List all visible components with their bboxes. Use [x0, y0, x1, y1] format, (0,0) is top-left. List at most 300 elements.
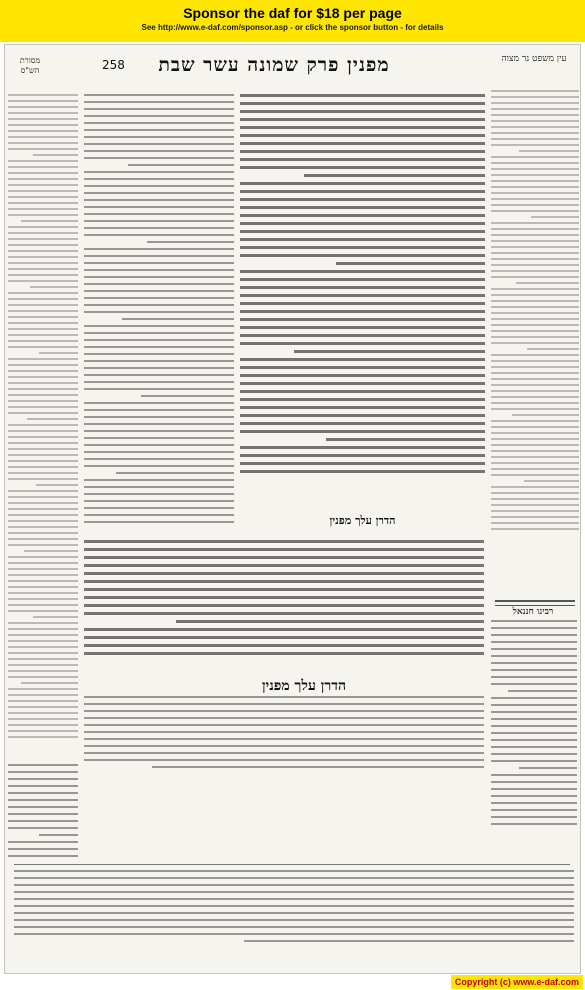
hadran-heading-small: הדרן עלך מפנין [329, 514, 396, 527]
text-line [491, 408, 579, 410]
text-line [240, 358, 485, 361]
text-line [8, 502, 78, 504]
text-line [84, 129, 234, 131]
text-line [491, 228, 579, 230]
text-line [240, 374, 485, 377]
text-line [8, 718, 78, 720]
text-line [8, 112, 78, 114]
text-line [84, 409, 234, 411]
commentary-column [84, 94, 234, 534]
text-line [8, 712, 78, 714]
text-line [84, 150, 234, 152]
text-line [240, 190, 485, 193]
text-line [8, 827, 78, 829]
text-line [491, 240, 579, 242]
text-line [491, 620, 577, 622]
text-line [240, 294, 485, 297]
text-lines [14, 870, 574, 942]
text-line [8, 562, 78, 564]
text-line [491, 384, 579, 386]
text-line [491, 306, 579, 308]
footer-commentary [14, 870, 574, 950]
text-line [84, 115, 234, 117]
text-line [21, 220, 78, 222]
text-line [491, 468, 579, 470]
text-line [8, 130, 78, 132]
text-lines [84, 540, 484, 655]
text-line [491, 474, 579, 476]
text-line [84, 101, 234, 103]
text-line [8, 148, 78, 150]
text-line [14, 912, 574, 914]
text-line [240, 406, 485, 409]
text-line [240, 302, 485, 305]
text-line [8, 100, 78, 102]
text-line [240, 310, 485, 313]
text-line [84, 710, 484, 712]
text-line [84, 374, 234, 376]
text-line [147, 241, 234, 243]
text-line [491, 288, 579, 290]
text-line [240, 270, 485, 273]
text-line [8, 622, 78, 624]
text-line [491, 168, 579, 170]
text-line [8, 364, 78, 366]
text-line [128, 164, 235, 166]
text-line [8, 232, 78, 234]
text-line [27, 418, 78, 420]
text-line [240, 382, 485, 385]
text-line [116, 472, 235, 474]
text-line [84, 234, 234, 236]
text-line [8, 568, 78, 570]
text-line [84, 353, 234, 355]
text-line [84, 493, 234, 495]
text-line [8, 118, 78, 120]
text-line [240, 94, 485, 97]
text-line [8, 292, 78, 294]
text-line [491, 774, 577, 776]
text-line [491, 342, 579, 344]
text-line [14, 884, 574, 886]
text-line [8, 250, 78, 252]
text-line [491, 354, 579, 356]
text-line [8, 268, 78, 270]
text-lines [240, 94, 485, 473]
text-line [240, 206, 485, 209]
text-line [240, 286, 485, 289]
text-line [8, 634, 78, 636]
text-line [240, 230, 485, 233]
text-line [304, 174, 485, 177]
text-line [240, 414, 485, 417]
text-line [240, 430, 485, 433]
text-line [491, 492, 579, 494]
text-lines [491, 90, 579, 530]
text-line [84, 192, 234, 194]
text-line [491, 132, 579, 134]
text-line [491, 753, 577, 755]
text-line [84, 297, 234, 299]
text-line [8, 736, 78, 738]
text-line [8, 676, 78, 678]
text-line [8, 172, 78, 174]
margin-commentary-left [8, 94, 78, 854]
text-line [84, 703, 484, 705]
text-line [240, 222, 485, 225]
text-line [491, 788, 577, 790]
text-line [84, 311, 234, 313]
text-line [8, 346, 78, 348]
text-line [8, 436, 78, 438]
text-line [84, 752, 484, 754]
text-line [141, 395, 234, 397]
text-line [240, 150, 485, 153]
text-line [491, 324, 579, 326]
text-line [491, 802, 577, 804]
text-line [8, 466, 78, 468]
text-line [491, 498, 579, 500]
text-line [84, 451, 234, 453]
text-line [84, 580, 484, 583]
text-line [491, 300, 579, 302]
text-line [84, 572, 484, 575]
text-line [491, 102, 579, 104]
text-line [491, 746, 577, 748]
text-line [84, 548, 484, 551]
text-line [14, 919, 574, 921]
text-line [84, 304, 234, 306]
text-line [84, 636, 484, 639]
text-line [8, 508, 78, 510]
text-line [508, 690, 577, 692]
text-line [8, 526, 78, 528]
text-line [491, 522, 579, 524]
text-line [8, 454, 78, 456]
text-line [84, 717, 484, 719]
text-line [491, 426, 579, 428]
text-line [14, 898, 574, 900]
text-line [491, 294, 579, 296]
text-line [491, 366, 579, 368]
text-line [491, 456, 579, 458]
text-line [491, 462, 579, 464]
text-line [8, 580, 78, 582]
text-line [491, 264, 579, 266]
text-line [326, 438, 485, 441]
text-line [491, 156, 579, 158]
text-line [491, 641, 577, 643]
commentary-wide [84, 696, 484, 776]
text-line [491, 402, 579, 404]
text-line [8, 628, 78, 630]
text-line [240, 278, 485, 281]
text-line [84, 108, 234, 110]
text-line [491, 648, 577, 650]
text-line [8, 496, 78, 498]
text-line [24, 550, 78, 552]
text-line [527, 348, 579, 350]
text-line [491, 669, 577, 671]
text-line [84, 628, 484, 631]
text-line [84, 339, 234, 341]
text-line [491, 312, 579, 314]
text-line [491, 318, 579, 320]
text-line [8, 178, 78, 180]
text-line [491, 204, 579, 206]
text-line [491, 180, 579, 182]
text-line [8, 520, 78, 522]
text-line [244, 940, 574, 942]
text-line [84, 171, 234, 173]
text-line [84, 332, 234, 334]
text-line [491, 162, 579, 164]
text-line [8, 841, 78, 843]
text-line [84, 458, 234, 460]
text-line [8, 394, 78, 396]
text-line [491, 718, 577, 720]
text-line [8, 514, 78, 516]
text-line [8, 256, 78, 258]
text-line [8, 238, 78, 240]
text-line [84, 143, 234, 145]
text-line [491, 330, 579, 332]
text-line [240, 366, 485, 369]
text-line [84, 416, 234, 418]
text-line [491, 634, 577, 636]
text-line [84, 185, 234, 187]
text-line [240, 390, 485, 393]
text-line [491, 510, 579, 512]
text-line [84, 486, 234, 488]
text-line [491, 516, 579, 518]
text-line [84, 276, 234, 278]
text-line [8, 771, 78, 773]
text-line [8, 142, 78, 144]
text-line [8, 813, 78, 815]
text-line [84, 724, 484, 726]
text-line [491, 795, 577, 797]
sponsor-banner[interactable] [0, 0, 585, 42]
text-line [84, 507, 234, 509]
text-line [8, 406, 78, 408]
text-line [491, 486, 579, 488]
text-line [8, 334, 78, 336]
sponsor-subtitle[interactable]: See http://www.e-daf.com/sponsor.asp - or click the sponsor button - for details [141, 23, 444, 32]
text-line [39, 352, 78, 354]
text-line [491, 114, 579, 116]
text-line [240, 422, 485, 425]
text-line [8, 538, 78, 540]
text-line [8, 424, 78, 426]
text-line [491, 781, 577, 783]
text-line [8, 490, 78, 492]
text-line [240, 166, 485, 169]
text-line [8, 226, 78, 228]
text-line [84, 199, 234, 201]
text-line [8, 328, 78, 330]
text-line [491, 528, 579, 530]
text-line [491, 683, 577, 685]
text-line [8, 310, 78, 312]
text-line [8, 448, 78, 450]
text-line [8, 304, 78, 306]
text-line [84, 444, 234, 446]
text-line [152, 766, 484, 768]
text-lines [8, 764, 78, 857]
text-line [491, 655, 577, 657]
sponsor-title[interactable]: Sponsor the daf for $18 per page [183, 5, 402, 21]
text-line [8, 799, 78, 801]
text-line [84, 255, 234, 257]
text-line [33, 154, 79, 156]
page-number: 258 [102, 58, 125, 72]
text-line [519, 150, 579, 152]
text-line [491, 697, 577, 699]
text-line [84, 604, 484, 607]
text-lines [84, 94, 234, 523]
text-line [84, 759, 484, 761]
text-line [491, 662, 577, 664]
text-line [491, 174, 579, 176]
text-line [8, 160, 78, 162]
text-line [8, 400, 78, 402]
text-line [491, 676, 577, 678]
text-line [512, 414, 579, 416]
text-line [8, 376, 78, 378]
text-line [14, 905, 574, 907]
text-line [491, 432, 579, 434]
text-line [491, 444, 579, 446]
text-line [122, 318, 235, 320]
text-line [491, 504, 579, 506]
text-line [491, 816, 577, 818]
text-line [516, 282, 579, 284]
text-line [8, 688, 78, 690]
text-line [240, 182, 485, 185]
text-line [519, 767, 577, 769]
text-line [84, 220, 234, 222]
text-line [8, 274, 78, 276]
text-line [8, 460, 78, 462]
text-line [14, 870, 574, 872]
text-line [491, 725, 577, 727]
text-line [491, 336, 579, 338]
text-line [8, 388, 78, 390]
text-line [491, 276, 579, 278]
text-line [84, 465, 234, 467]
masoret-hashas-label: מסורת הש"ס [19, 56, 41, 75]
text-line [491, 760, 577, 762]
text-line [8, 340, 78, 342]
text-line [240, 198, 485, 201]
text-line [240, 214, 485, 217]
text-line [14, 891, 574, 893]
text-line [240, 454, 485, 457]
page-header [4, 54, 581, 84]
text-line [84, 500, 234, 502]
text-line [8, 792, 78, 794]
text-line [491, 390, 579, 392]
text-line [176, 620, 484, 623]
text-line [84, 136, 234, 138]
text-line [8, 640, 78, 642]
talmud-page [4, 44, 581, 974]
text-line [84, 479, 234, 481]
text-line [491, 252, 579, 254]
text-line [84, 521, 234, 523]
text-line [8, 592, 78, 594]
text-lines [8, 94, 78, 738]
text-line [491, 438, 579, 440]
ein-mishpat-label: עין משפט נר מצוה [501, 54, 567, 64]
text-line [491, 138, 579, 140]
text-line [84, 227, 234, 229]
text-line [8, 586, 78, 588]
text-line [84, 540, 484, 543]
text-line [240, 158, 485, 161]
text-line [8, 280, 78, 282]
text-line [8, 412, 78, 414]
text-line [84, 745, 484, 747]
text-line [524, 480, 579, 482]
text-line [491, 246, 579, 248]
text-line [240, 446, 485, 449]
text-line [8, 646, 78, 648]
text-line [84, 262, 234, 264]
text-line [84, 514, 234, 516]
text-line [8, 124, 78, 126]
text-line [491, 258, 579, 260]
text-line [8, 370, 78, 372]
text-line [240, 470, 485, 473]
text-line [8, 730, 78, 732]
text-line [8, 472, 78, 474]
text-line [8, 706, 78, 708]
text-line [14, 926, 574, 928]
text-line [491, 704, 577, 706]
text-line [491, 222, 579, 224]
text-line [8, 358, 78, 360]
text-line [8, 544, 78, 546]
text-line [240, 342, 485, 345]
text-line [491, 90, 579, 92]
copyright-link[interactable]: Copyright (c) www.e-daf.com [451, 975, 583, 989]
text-line [491, 732, 577, 734]
text-line [84, 738, 484, 740]
text-line [21, 682, 78, 684]
text-line [30, 286, 78, 288]
main-text-column [240, 94, 485, 534]
text-line [240, 246, 485, 249]
text-line [240, 110, 485, 113]
text-line [84, 612, 484, 615]
text-line [491, 711, 577, 713]
text-line [240, 118, 485, 121]
text-line [8, 442, 78, 444]
running-head: מפנין פרק שמונה עשר שבת [158, 54, 390, 76]
text-line [491, 126, 579, 128]
text-line [14, 933, 574, 935]
text-line [8, 670, 78, 672]
text-line [491, 144, 579, 146]
text-line [491, 108, 579, 110]
text-line [240, 318, 485, 321]
text-line [84, 157, 234, 159]
text-line [8, 778, 78, 780]
text-line [8, 184, 78, 186]
text-line [84, 283, 234, 285]
